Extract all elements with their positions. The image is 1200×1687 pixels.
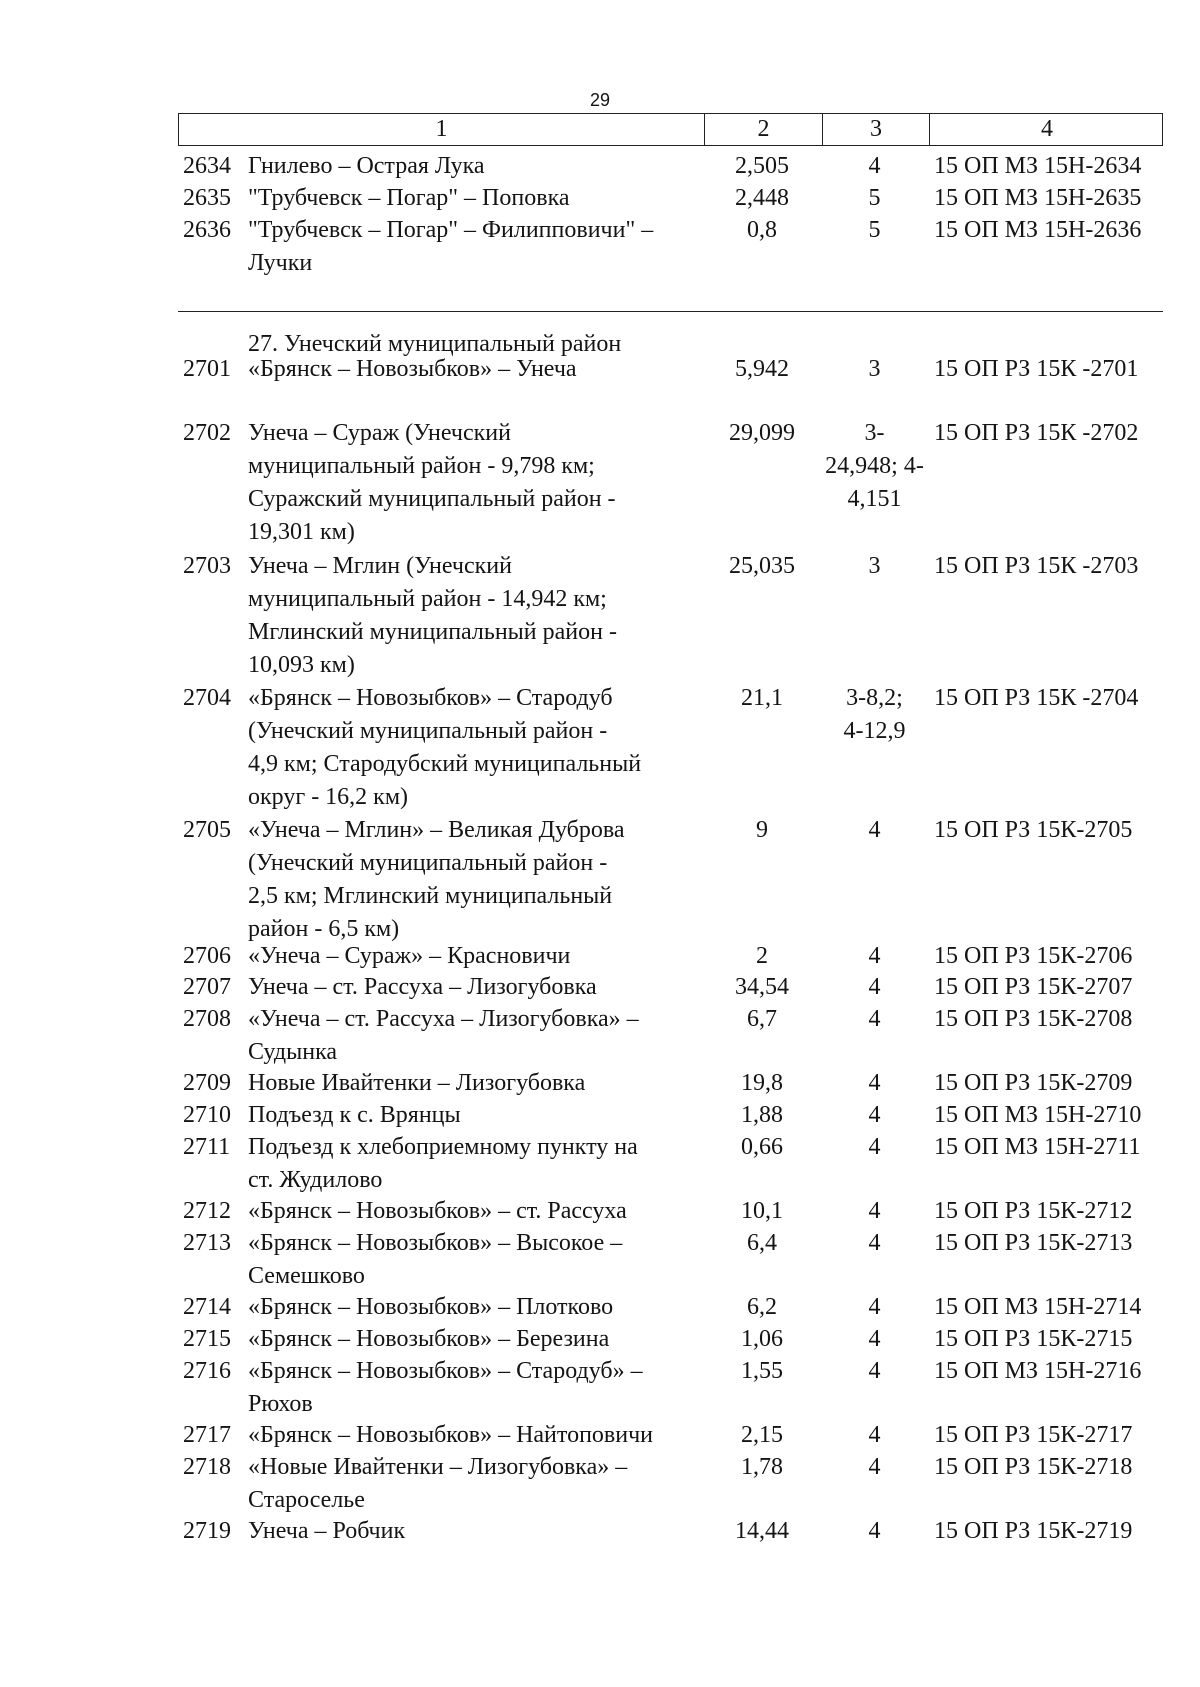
road-category-line: 4 xyxy=(868,153,881,179)
road-category-line: 4 xyxy=(868,1070,881,1096)
road-id-code: 15 ОП РЗ 15К-2709 xyxy=(934,1070,1133,1096)
road-name xyxy=(248,1323,703,1356)
road-name-line: «Новые Ивайтенки – Лизогубовка» – xyxy=(248,1454,628,1480)
road-category xyxy=(821,150,928,183)
road-length: 0,66 xyxy=(741,1134,783,1160)
road-length: 34,54 xyxy=(735,974,789,1000)
road-name-line: Унеча – Сураж (Унечский xyxy=(248,420,511,446)
header-col-2: 2 xyxy=(704,114,822,145)
road-id-code: 15 ОП МЗ 15Н-2711 xyxy=(934,1134,1141,1160)
road-name-line: 10,093 км) xyxy=(248,652,355,678)
road-category xyxy=(821,1003,928,1036)
road-category-line: 4 xyxy=(868,1134,881,1160)
road-category xyxy=(821,1195,928,1228)
road-category xyxy=(821,940,928,973)
road-length: 29,099 xyxy=(729,420,795,446)
road-name-line: «Брянск – Новозыбков» – Стародуб» – xyxy=(248,1358,643,1384)
row-number: 2715 xyxy=(183,1326,231,1352)
road-name-line: Семешково xyxy=(248,1263,365,1289)
page-number: 29 xyxy=(589,90,611,110)
road-name xyxy=(248,1067,703,1100)
road-length: 14,44 xyxy=(735,1518,789,1544)
road-name xyxy=(248,353,703,386)
road-category xyxy=(821,1355,928,1388)
road-name-line: «Брянск – Новозыбков» – Стародуб xyxy=(248,685,613,711)
road-name xyxy=(248,417,703,549)
road-id-code: 15 ОП РЗ 15К-2713 xyxy=(934,1230,1133,1256)
road-category-line: 4 xyxy=(868,1454,881,1480)
road-length: 25,035 xyxy=(729,553,795,579)
road-category xyxy=(821,550,928,583)
road-category xyxy=(821,417,928,516)
header-col-4: 4 xyxy=(929,114,1164,145)
road-category xyxy=(821,353,928,386)
road-length: 0,8 xyxy=(747,217,777,243)
road-length: 1,06 xyxy=(741,1326,783,1352)
road-name xyxy=(248,1099,703,1132)
road-name-line: «Брянск – Новозыбков» – Плотково xyxy=(248,1294,614,1320)
header-col-3: 3 xyxy=(822,114,929,145)
road-category-line: 4 xyxy=(868,1358,881,1384)
road-name-line: 19,301 км) xyxy=(248,519,355,545)
road-id-code: 15 ОП РЗ 15К-2717 xyxy=(934,1422,1133,1448)
road-id-code: 15 ОП РЗ 15К -2701 xyxy=(934,356,1139,382)
road-id-code: 15 ОП РЗ 15К-2706 xyxy=(934,943,1133,969)
road-name-line: округ - 16,2 км) xyxy=(248,784,409,810)
road-category xyxy=(821,1227,928,1260)
road-category xyxy=(821,182,928,215)
road-category xyxy=(821,1291,928,1324)
road-name-line: Унеча – Мглин (Унечский xyxy=(248,553,512,579)
road-id-code: 15 ОП МЗ 15Н-2710 xyxy=(934,1102,1142,1128)
road-length: 2 xyxy=(756,943,768,969)
road-name xyxy=(248,940,703,973)
road-category xyxy=(821,814,928,847)
road-category-line: 4 xyxy=(868,1230,881,1256)
road-name xyxy=(248,1419,703,1452)
road-name xyxy=(248,1003,703,1069)
road-category xyxy=(821,682,928,748)
road-name-line: Староселье xyxy=(248,1487,365,1513)
section-heading: 27. Унечский муниципальный район xyxy=(248,331,622,357)
road-category xyxy=(821,971,928,1004)
road-category-line: 5 xyxy=(868,217,881,243)
table-header xyxy=(178,113,1163,146)
road-length: 2,448 xyxy=(735,185,789,211)
road-name-line: Судынка xyxy=(248,1039,338,1065)
road-name-line: «Брянск – Новозыбков» – ст. Рассуха xyxy=(248,1198,627,1224)
road-category xyxy=(821,1515,928,1548)
row-number: 2713 xyxy=(183,1230,231,1256)
road-name xyxy=(248,682,703,814)
road-id-code: 15 ОП МЗ 15Н-2636 xyxy=(934,217,1142,243)
row-number: 2705 xyxy=(183,817,231,843)
road-category xyxy=(821,1419,928,1452)
road-length: 5,942 xyxy=(735,356,789,382)
row-number: 2635 xyxy=(183,185,231,211)
road-id-code: 15 ОП РЗ 15К-2712 xyxy=(934,1198,1133,1224)
road-name-line: «Брянск – Новозыбков» – Березина xyxy=(248,1326,610,1352)
road-name-line: "Трубчевск – Погар" – Филипповичи" – xyxy=(248,217,654,243)
road-category-line: 4 xyxy=(868,1006,881,1032)
road-length: 1,55 xyxy=(741,1358,783,1384)
road-name xyxy=(248,1355,703,1421)
road-id-code: 15 ОП РЗ 15К -2704 xyxy=(934,685,1139,711)
row-number: 2719 xyxy=(183,1518,231,1544)
road-length: 6,7 xyxy=(747,1006,777,1032)
road-name-line: ст. Жудилово xyxy=(248,1167,383,1193)
road-name xyxy=(248,1227,703,1293)
row-number: 2710 xyxy=(183,1102,231,1128)
road-category-line: 3-8,2; xyxy=(846,685,903,711)
road-length: 2,505 xyxy=(735,153,789,179)
road-name-line: «Унеча – Сураж» – Красновичи xyxy=(248,943,571,969)
road-name xyxy=(248,971,703,1004)
road-length: 6,2 xyxy=(747,1294,777,1320)
road-name-line: муниципальный район - 9,798 км; xyxy=(248,453,595,479)
row-number: 2636 xyxy=(183,217,231,243)
row-number: 2714 xyxy=(183,1294,231,1320)
road-id-code: 15 ОП МЗ 15Н-2714 xyxy=(934,1294,1142,1320)
row-number: 2717 xyxy=(183,1422,231,1448)
row-number: 2704 xyxy=(183,685,231,711)
road-name xyxy=(248,550,703,682)
road-category-line: 4 xyxy=(868,817,881,843)
road-category-line: 4 xyxy=(868,1422,881,1448)
road-id-code: 15 ОП РЗ 15К-2707 xyxy=(934,974,1133,1000)
row-number: 2716 xyxy=(183,1358,231,1384)
road-id-code: 15 ОП РЗ 15К -2703 xyxy=(934,553,1139,579)
road-id-code: 15 ОП РЗ 15К -2702 xyxy=(934,420,1139,446)
road-name xyxy=(248,150,703,183)
road-category-line: 4-12,9 xyxy=(843,718,906,744)
road-category-line: 4 xyxy=(868,1102,881,1128)
road-name-line: Суражский муниципальный район - xyxy=(248,486,616,512)
row-number: 2701 xyxy=(183,356,231,382)
road-category xyxy=(821,1099,928,1132)
road-name-line: Унеча – Робчик xyxy=(248,1518,406,1544)
header-col-1: 1 xyxy=(435,116,448,142)
section-divider xyxy=(178,311,1163,312)
road-name xyxy=(248,814,703,946)
road-category-line: 4 xyxy=(868,1294,881,1320)
road-name-line: «Унеча – ст. Рассуха – Лизогубовка» – xyxy=(248,1006,639,1032)
road-name xyxy=(248,182,703,215)
road-id-code: 15 ОП РЗ 15К-2708 xyxy=(934,1006,1133,1032)
row-number: 2709 xyxy=(183,1070,231,1096)
row-number: 2707 xyxy=(183,974,231,1000)
road-name-line: "Трубчевск – Погар" – Поповка xyxy=(248,185,570,211)
road-name-line: район - 6,5 км) xyxy=(248,916,400,942)
road-length: 1,78 xyxy=(741,1454,783,1480)
road-name xyxy=(248,1195,703,1228)
road-category-line: 4,151 xyxy=(847,486,902,512)
road-name-line: 4,9 км; Стародубский муниципальный xyxy=(248,751,642,777)
road-length: 6,4 xyxy=(747,1230,777,1256)
road-length: 1,88 xyxy=(741,1102,783,1128)
road-category-line: 5 xyxy=(868,185,881,211)
road-name xyxy=(248,1515,703,1548)
road-length: 21,1 xyxy=(741,685,783,711)
road-id-code: 15 ОП РЗ 15К-2705 xyxy=(934,817,1133,843)
road-category-line: 4 xyxy=(868,1518,881,1544)
road-category xyxy=(821,1067,928,1100)
road-name-line: Подъезд к с. Врянцы xyxy=(248,1102,461,1128)
road-category xyxy=(821,1323,928,1356)
row-number: 2702 xyxy=(183,420,231,446)
road-name-line: (Унечский муниципальный район - xyxy=(248,850,608,876)
road-id-code: 15 ОП МЗ 15Н-2634 xyxy=(934,153,1142,179)
road-name-line: Мглинский муниципальный район - xyxy=(248,619,617,645)
road-id-code: 15 ОП МЗ 15Н-2716 xyxy=(934,1358,1142,1384)
road-name-line: Гнилево – Острая Лука xyxy=(248,153,485,179)
row-number: 2711 xyxy=(183,1134,231,1160)
road-category xyxy=(821,1451,928,1484)
row-number: 2718 xyxy=(183,1454,231,1480)
row-number: 2708 xyxy=(183,1006,231,1032)
road-category xyxy=(821,214,928,247)
road-name-line: Рюхов xyxy=(248,1391,313,1417)
road-name-line: «Брянск – Новозыбков» – Найтоповичи xyxy=(248,1422,653,1448)
road-category-line: 4 xyxy=(868,1326,881,1352)
row-number: 2706 xyxy=(183,943,231,969)
road-name-line: Лучки xyxy=(248,250,313,276)
road-category-line: 3- xyxy=(864,420,885,446)
road-category-line: 4 xyxy=(868,1198,881,1224)
road-name-line: «Брянск – Новозыбков» – Высокое – xyxy=(248,1230,623,1256)
road-name-line: «Унеча – Мглин» – Великая Дуброва xyxy=(248,817,625,843)
road-id-code: 15 ОП РЗ 15К-2718 xyxy=(934,1454,1133,1480)
row-number: 2634 xyxy=(183,153,231,179)
road-name xyxy=(248,1131,703,1197)
road-category-line: 3 xyxy=(868,356,881,382)
road-category-line: 4 xyxy=(868,943,881,969)
road-id-code: 15 ОП РЗ 15К-2719 xyxy=(934,1518,1133,1544)
road-category-line: 24,948; 4- xyxy=(825,453,924,479)
road-length: 2,15 xyxy=(741,1422,783,1448)
road-name-line: «Брянск – Новозыбков» – Унеча xyxy=(248,356,577,382)
road-id-code: 15 ОП МЗ 15Н-2635 xyxy=(934,185,1142,211)
road-name xyxy=(248,1291,703,1324)
road-name xyxy=(248,214,703,280)
road-length: 19,8 xyxy=(741,1070,783,1096)
road-name-line: 2,5 км; Мглинский муниципальный xyxy=(248,883,613,909)
road-id-code: 15 ОП РЗ 15К-2715 xyxy=(934,1326,1133,1352)
road-length: 9 xyxy=(756,817,768,843)
road-name-line: Подъезд к хлебоприемному пункту на xyxy=(248,1134,638,1160)
row-number: 2703 xyxy=(183,553,231,579)
road-category-line: 3 xyxy=(868,553,881,579)
road-name-line: (Унечский муниципальный район - xyxy=(248,718,608,744)
road-name-line: муниципальный район - 14,942 км; xyxy=(248,586,607,612)
road-category-line: 4 xyxy=(868,974,881,1000)
road-category xyxy=(821,1131,928,1164)
road-name xyxy=(248,1451,703,1517)
road-name-line: Унеча – ст. Рассуха – Лизогубовка xyxy=(248,974,597,1000)
road-length: 10,1 xyxy=(741,1198,783,1224)
row-number: 2712 xyxy=(183,1198,231,1224)
road-name-line: Новые Ивайтенки – Лизогубовка xyxy=(248,1070,586,1096)
